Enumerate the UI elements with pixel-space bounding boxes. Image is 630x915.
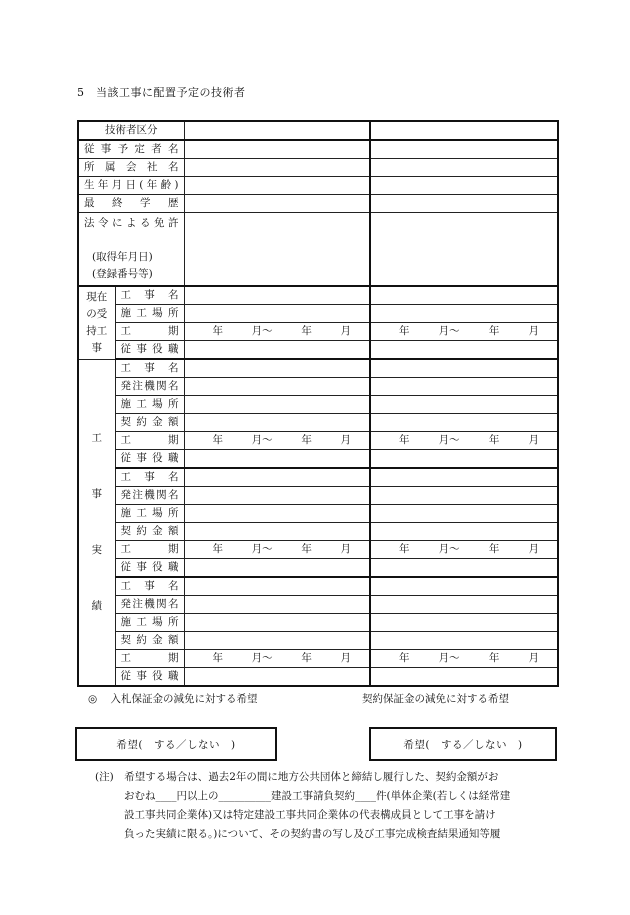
record2-work-name-cell-1[interactable] (184, 468, 370, 487)
record1-work-name-cell-1[interactable] (184, 359, 370, 378)
period-part: 年 (399, 325, 410, 337)
record3-site-label: 施工場所 (115, 614, 184, 632)
period-part: 月～ (251, 652, 273, 664)
record3-amount-cell-2[interactable] (370, 632, 558, 650)
education-label: 最終学歴 (78, 195, 184, 213)
current-period-cell-1[interactable] (184, 323, 370, 341)
record3-orderer-label: 発注機関名 (115, 596, 184, 614)
birth-cell-2[interactable] (370, 177, 558, 195)
record1-work-name-label: 工 事 名 (115, 359, 184, 378)
license-label (78, 213, 184, 287)
period-part: 年 (301, 325, 312, 337)
record2-amount-cell-1[interactable] (184, 523, 370, 541)
period-part: 年 (301, 543, 312, 555)
birth-cell-1[interactable] (184, 177, 370, 195)
record3-period-label: 工 期 (115, 650, 184, 668)
engineer-class-cell-2[interactable] (370, 121, 558, 140)
period-part: 年 (212, 434, 223, 446)
record1-role-cell-2[interactable] (370, 450, 558, 469)
period-part: 年 (488, 543, 500, 555)
period-part: 月 (340, 652, 351, 664)
period-part: 年 (399, 543, 410, 555)
record-label-3: 実 (91, 544, 102, 557)
record3-role-cell-1[interactable] (184, 668, 370, 687)
current-work-name-cell-2[interactable] (370, 286, 558, 305)
current-work-name-label: 工 事 名 (115, 286, 184, 305)
record2-orderer-label: 発注機関名 (115, 487, 184, 505)
current-role-label: 従事役職 (115, 341, 184, 360)
current-works-label (78, 286, 115, 359)
record1-site-cell-2[interactable] (370, 396, 558, 414)
record2-period-cell-1[interactable] (184, 541, 370, 559)
period-part: 月～ (438, 543, 460, 555)
period-part: 月 (528, 434, 539, 446)
record3-amount-cell-1[interactable] (184, 632, 370, 650)
record-label-1: 工 (91, 432, 102, 445)
planned-name-cell-1[interactable] (184, 140, 370, 159)
period-part: 年 (301, 652, 312, 664)
contract-deposit-wish-box[interactable]: 希望( する／しない ) (369, 727, 557, 761)
record3-orderer-cell-2[interactable] (370, 596, 558, 614)
record2-orderer-cell-2[interactable] (370, 487, 558, 505)
education-cell-2[interactable] (370, 195, 558, 213)
current-label-3: 持工 (86, 324, 108, 337)
current-site-cell-1[interactable] (184, 305, 370, 323)
period-part: 月～ (251, 434, 273, 446)
record2-work-name-label: 工 事 名 (115, 468, 184, 487)
record3-work-name-cell-1[interactable] (184, 577, 370, 596)
license-title: 法令による免許 (84, 217, 179, 229)
record2-role-cell-1[interactable] (184, 559, 370, 578)
period-part: 月 (528, 325, 539, 337)
record1-period-label: 工 期 (115, 432, 184, 450)
planned-name-cell-2[interactable] (370, 140, 558, 159)
record1-amount-label: 契約金額 (115, 414, 184, 432)
record1-amount-cell-2[interactable] (370, 414, 558, 432)
record2-period-label: 工 期 (115, 541, 184, 559)
current-site-cell-2[interactable] (370, 305, 558, 323)
engineer-class-cell-1[interactable] (184, 121, 370, 140)
license-cell-1[interactable] (184, 213, 370, 287)
planned-name-label: 従事予定者名 (78, 140, 184, 159)
note-line-3: 設工事共同企業体)又は特定建設工事共同企業体の代表構成員として工事を請け (124, 809, 496, 821)
record3-period-cell-1[interactable] (184, 650, 370, 668)
record1-orderer-cell-1[interactable] (184, 378, 370, 396)
period-part: 年 (212, 543, 223, 555)
record2-role-label: 従事役職 (115, 559, 184, 578)
bid-deposit-wish-text: 入札保証金の減免に対する希望 (110, 693, 258, 705)
record1-work-name-cell-2[interactable] (370, 359, 558, 378)
record1-role-cell-1[interactable] (184, 450, 370, 469)
period-part: 月 (340, 434, 351, 446)
period-part: 月～ (251, 543, 273, 555)
education-cell-1[interactable] (184, 195, 370, 213)
period-part: 年 (399, 652, 410, 664)
record3-period-cell-2[interactable] (370, 650, 558, 668)
record2-orderer-cell-1[interactable] (184, 487, 370, 505)
current-role-cell-2[interactable] (370, 341, 558, 360)
period-part: 月 (340, 325, 351, 337)
period-part: 年 (212, 325, 223, 337)
bid-deposit-wish-label (88, 691, 258, 706)
note-line-2: おむね____円以上の__________建設工事請負契約____件(単体企業(若しくは経常建 (124, 790, 511, 802)
record1-site-cell-1[interactable] (184, 396, 370, 414)
period-part: 年 (212, 652, 223, 664)
note-line-4: 負った実績に限る。)について、その契約書の写し及び工事完成検査結果通知等履 (124, 828, 501, 840)
period-part: 月 (528, 543, 539, 555)
current-label-1: 現在 (86, 290, 108, 303)
record2-site-cell-1[interactable] (184, 505, 370, 523)
period-part: 年 (399, 434, 410, 446)
record-label-2: 事 (91, 488, 102, 501)
company-cell-1[interactable] (184, 159, 370, 177)
record3-work-name-cell-2[interactable] (370, 577, 558, 596)
record3-role-label: 従事役職 (115, 668, 184, 687)
period-part: 月～ (438, 434, 460, 446)
current-period-label: 工 期 (115, 323, 184, 341)
period-part: 年 (301, 434, 312, 446)
current-period-cell-2[interactable] (370, 323, 558, 341)
period-part: 年 (488, 434, 500, 446)
contract-deposit-wish-label: 契約保証金の減免に対する希望 (362, 693, 509, 705)
record1-orderer-label: 発注機関名 (115, 378, 184, 396)
note-paragraph (95, 768, 550, 844)
company-label: 所属会社名 (78, 159, 184, 177)
engineer-class-label: 技術者区分 (78, 121, 184, 140)
record1-orderer-cell-2[interactable] (370, 378, 558, 396)
record2-amount-cell-2[interactable] (370, 523, 558, 541)
record3-orderer-cell-1[interactable] (184, 596, 370, 614)
record3-role-cell-2[interactable] (370, 668, 558, 687)
birth-label: 生年月日(年齢) (78, 177, 184, 195)
record1-period-cell-1[interactable] (184, 432, 370, 450)
record2-amount-label: 契約金額 (115, 523, 184, 541)
period-part: 月～ (251, 325, 273, 337)
record1-role-label: 従事役職 (115, 450, 184, 469)
license-date-label: (取得年月日) (92, 251, 153, 263)
period-part: 月～ (438, 325, 460, 337)
period-part: 年 (488, 325, 500, 337)
record-label-4: 績 (91, 600, 102, 613)
engineer-table (77, 120, 559, 687)
record1-amount-cell-1[interactable] (184, 414, 370, 432)
company-cell-2[interactable] (370, 159, 558, 177)
license-number-label: (登録番号等) (92, 268, 153, 280)
double-circle-icon: ◎ (88, 693, 98, 705)
bid-deposit-wish-box[interactable]: 希望( する／しない ) (75, 727, 277, 761)
record2-site-label: 施工場所 (115, 505, 184, 523)
license-cell-2[interactable] (370, 213, 558, 287)
record1-site-label: 施工場所 (115, 396, 184, 414)
period-part: 月 (528, 652, 539, 664)
current-label-4: 事 (91, 341, 102, 354)
current-label-2: の受 (86, 307, 108, 320)
current-role-cell-1[interactable] (184, 341, 370, 360)
section-heading: 5 当該工事に配置予定の技術者 (77, 86, 246, 99)
record2-period-cell-2[interactable] (370, 541, 558, 559)
record2-role-cell-2[interactable] (370, 559, 558, 578)
period-part: 月 (340, 543, 351, 555)
work-record-label (78, 359, 115, 686)
note-line-1: (注) 希望する場合は、過去2年の間に地方公共団体と締結し履行した、契約金額がお (95, 771, 499, 783)
record2-work-name-cell-2[interactable] (370, 468, 558, 487)
record3-work-name-label: 工 事 名 (115, 577, 184, 596)
period-part: 月～ (438, 652, 460, 664)
current-work-name-cell-1[interactable] (184, 286, 370, 305)
record3-site-cell-2[interactable] (370, 614, 558, 632)
period-part: 年 (488, 652, 500, 664)
record3-amount-label: 契約金額 (115, 632, 184, 650)
record2-site-cell-2[interactable] (370, 505, 558, 523)
current-site-label: 施工場所 (115, 305, 184, 323)
record1-period-cell-2[interactable] (370, 432, 558, 450)
record3-site-cell-1[interactable] (184, 614, 370, 632)
